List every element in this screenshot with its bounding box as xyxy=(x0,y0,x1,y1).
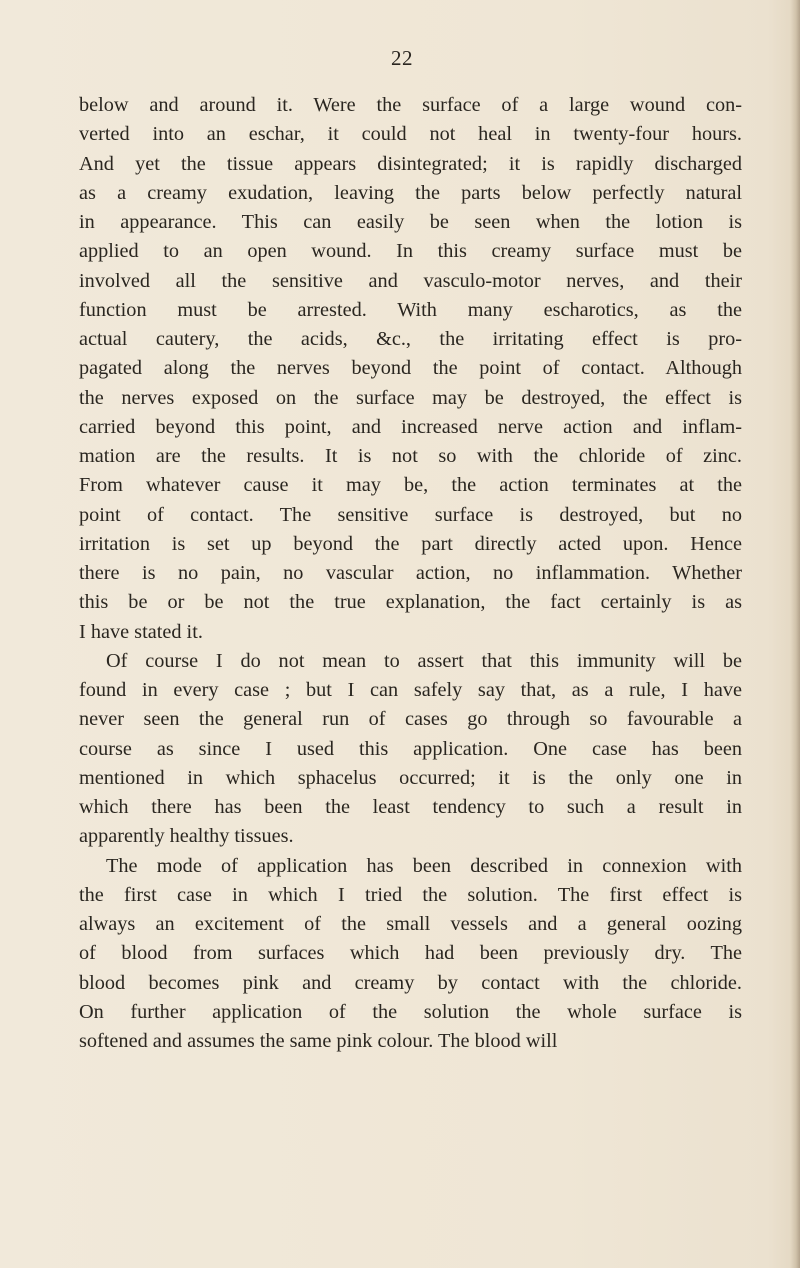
paragraph xyxy=(79,852,742,1057)
text-line: this be or be not the true explanation, the fact certainly is as xyxy=(79,591,742,614)
text-line: mentioned in which sphacelus occurred; it is the only one in xyxy=(79,766,742,789)
text-line: Of course I do not mean to assert that this immunity will be xyxy=(106,649,742,672)
text-line: apparently healthy tissues. xyxy=(79,825,294,848)
text-line: found in every case ; but I can safely say that, as a rule, I have xyxy=(79,679,742,701)
page-edge-shadow xyxy=(790,0,800,1268)
text-line: as a creamy exudation, leaving the parts below perfectly natural xyxy=(79,181,742,204)
text-line: in appearance. This can easily be seen when the lotion is xyxy=(79,211,742,233)
text-line: applied to an open wound. In this creamy surface must be xyxy=(79,240,742,263)
page-number: 22 xyxy=(391,46,413,70)
text-line: which there has been the least tendency to such a result in xyxy=(79,796,742,818)
text-line: course as since I used this application. One case has been xyxy=(79,737,742,760)
text-line: always an excitement of the small vessels and a general oozing xyxy=(79,913,742,935)
text-line: actual cautery, the acids, &c., the irritating effect is pro- xyxy=(79,328,742,350)
text-line: blood becomes pink and creamy by contact with the chloride. xyxy=(79,971,742,994)
text-line: the nerves exposed on the surface may be destroyed, the effect is xyxy=(79,386,742,409)
text-line: carried beyond this point, and increased nerve action and inflam- xyxy=(79,415,742,438)
paragraph xyxy=(79,91,742,647)
text-line: never seen the general run of cases go through so favourable a xyxy=(79,708,742,731)
text-line: irritation is set up beyond the part directly acted upon. Hence xyxy=(79,532,742,555)
body-text xyxy=(79,91,742,1056)
paragraph xyxy=(79,647,742,852)
text-line: below and around it. Were the surface of a large wound con- xyxy=(79,94,742,116)
text-line: pagated along the nerves beyond the point of contact. Although xyxy=(79,357,742,380)
text-line: involved all the sensitive and vasculo-motor nerves, and their xyxy=(79,269,742,292)
text-line: there is no pain, no vascular action, no inflammation. Whether xyxy=(79,562,742,584)
text-line: The mode of application has been described in connexion with xyxy=(106,854,742,877)
text-line: From whatever cause it may be, the action terminates at the xyxy=(79,474,742,497)
text-line: On further application of the solution the whole surface is xyxy=(79,1000,742,1023)
text-line: of blood from surfaces which had been previously dry. The xyxy=(79,942,742,965)
text-line: verted into an eschar, it could not heal in twenty-four hours. xyxy=(79,123,742,146)
text-line: the first case in which I tried the solution. The first effect is xyxy=(79,883,742,906)
text-line: I have stated it. xyxy=(79,620,203,643)
text-line: function must be arrested. With many escharotics, as the xyxy=(79,298,742,321)
text-line: And yet the tissue appears disintegrated; it is rapidly discharged xyxy=(79,152,742,175)
text-line: softened and assumes the same pink colour. The blood will xyxy=(79,1030,558,1052)
text-line: mation are the results. It is not so with the chloride of zinc. xyxy=(79,445,742,467)
text-line: point of contact. The sensitive surface is destroyed, but no xyxy=(79,503,742,526)
